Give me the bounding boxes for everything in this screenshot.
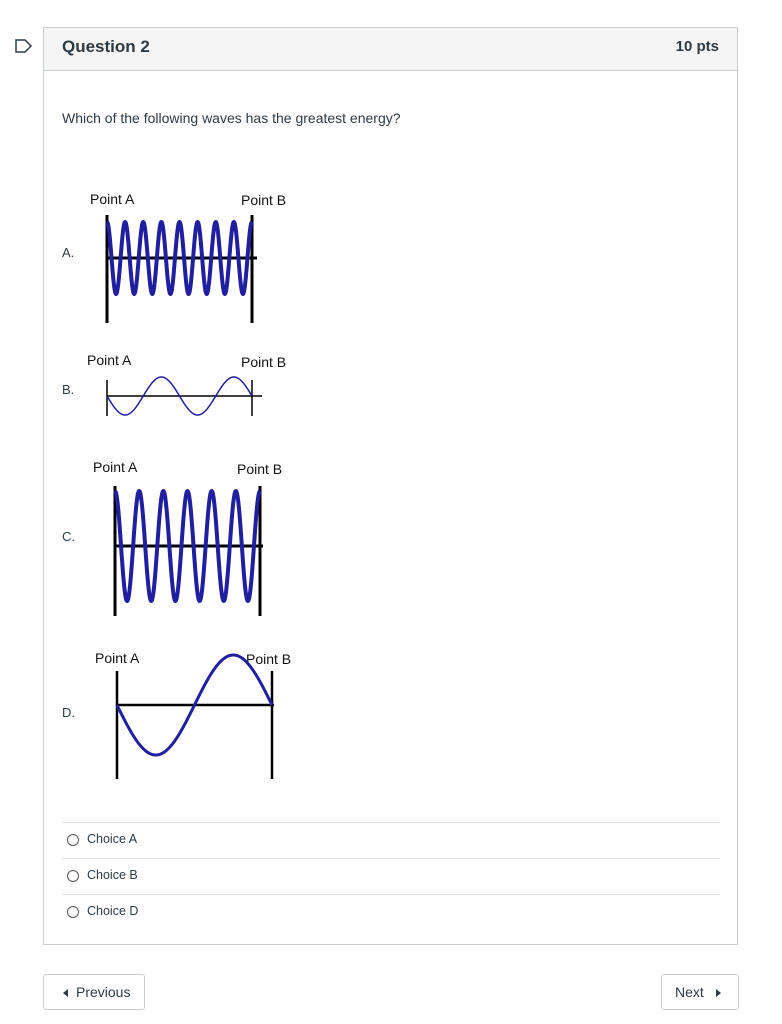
option-b-letter: B. [62, 382, 75, 397]
option-c-wave-diagram [110, 486, 270, 621]
option-b-point-b: Point B [241, 354, 287, 370]
option-a-wave-diagram [102, 215, 277, 325]
answer-list [62, 822, 720, 930]
option-c-point-a: Point A [93, 459, 138, 475]
answer-choice-a[interactable] [62, 822, 720, 858]
option-c-point-b: Point B [237, 461, 283, 477]
option-d-wave-diagram [112, 671, 282, 781]
caret-right-icon [716, 989, 721, 997]
option-a-point-b: Point B [241, 192, 287, 208]
option-a-letter: A. [62, 245, 75, 260]
answer-choice-d[interactable] [62, 894, 720, 930]
bookmark-flag-icon[interactable] [14, 38, 34, 54]
option-d-letter: D. [62, 705, 75, 720]
answer-label: Choice A [87, 832, 138, 846]
question-header [44, 28, 737, 71]
option-c-letter: C. [62, 529, 75, 544]
next-button[interactable] [661, 974, 739, 1010]
previous-button[interactable] [43, 974, 145, 1010]
option-b-wave-diagram [102, 372, 277, 432]
question-title: Question 2 [62, 37, 150, 56]
question-points: 10 pts [675, 38, 719, 55]
radio-button[interactable] [67, 906, 79, 918]
previous-label: Previous [76, 984, 131, 1000]
option-d-point-b: Point B [246, 651, 292, 667]
question-text: Which of the following waves has the greatest energy? [62, 110, 401, 126]
option-a-point-a: Point A [90, 191, 135, 207]
caret-left-icon [63, 989, 68, 997]
answer-label: Choice B [87, 868, 138, 882]
answer-label: Choice D [87, 904, 139, 918]
option-d-point-a: Point A [95, 650, 140, 666]
option-b-point-a: Point A [87, 352, 132, 368]
answer-choice-b[interactable] [62, 858, 720, 894]
next-label: Next [675, 984, 704, 1000]
question-card [43, 27, 738, 945]
radio-button[interactable] [67, 870, 79, 882]
radio-button[interactable] [67, 834, 79, 846]
